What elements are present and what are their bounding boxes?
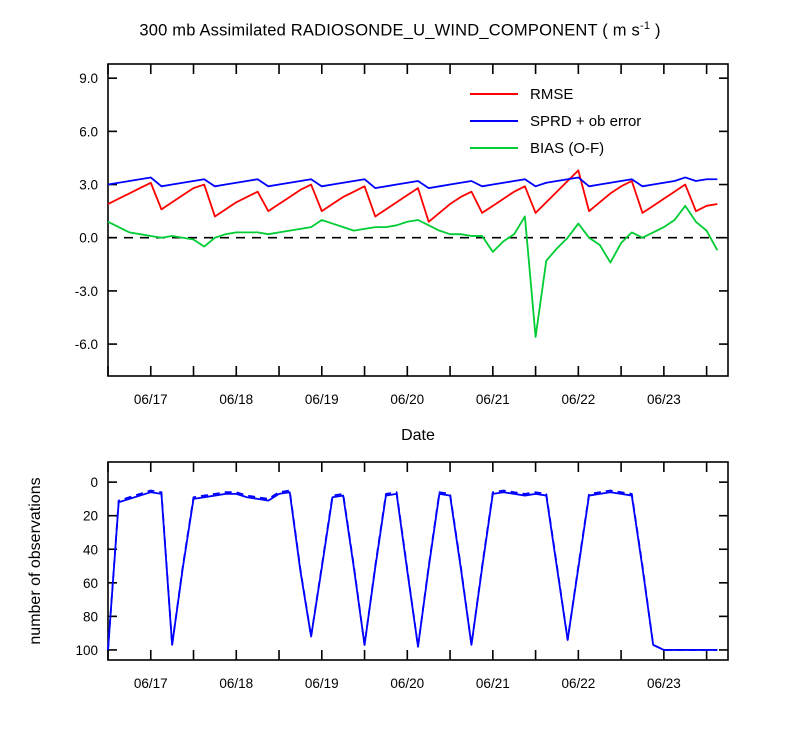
x-tick-label: 06/21 — [475, 676, 510, 691]
x-tick-label: 06/20 — [390, 392, 425, 407]
chart-title-suffix: ) — [650, 21, 661, 40]
x-tick-label: 06/22 — [561, 676, 596, 691]
x-tick-label: 06/21 — [475, 392, 510, 407]
y-tick-label: 40 — [82, 542, 98, 558]
y-tick-label: 3.0 — [79, 177, 98, 193]
x-axis-label: Date — [401, 427, 435, 444]
series-line-possible — [108, 491, 717, 650]
x-tick-label: 06/17 — [133, 676, 168, 691]
statistics-panel — [0, 46, 800, 446]
legend-label: SPRD + ob error — [530, 113, 642, 130]
x-tick-label: 06/18 — [219, 676, 254, 691]
y-tick-label: -3.0 — [74, 283, 98, 299]
x-tick-label: 06/19 — [304, 676, 339, 691]
y-tick-label: -6.0 — [74, 337, 98, 353]
y-axis-label: number of observations — [27, 477, 44, 645]
x-tick-label: 06/17 — [133, 392, 168, 407]
observation-count-panel — [0, 452, 800, 750]
y-tick-label: 80 — [82, 609, 98, 625]
y-tick-label: 0 — [90, 475, 98, 491]
x-tick-label: 06/22 — [561, 392, 596, 407]
y-tick-label: 9.0 — [79, 71, 98, 87]
statistics-plot — [0, 46, 800, 446]
legend-label: RMSE — [530, 86, 574, 103]
y-tick-label: 20 — [82, 508, 98, 524]
y-tick-label: 60 — [82, 575, 98, 591]
x-tick-label: 06/23 — [646, 676, 681, 691]
observation-count-plot — [0, 452, 800, 750]
x-tick-label: 06/19 — [304, 392, 339, 407]
series-line-bias-o-f — [108, 206, 717, 337]
series-line-assimilated — [108, 492, 717, 650]
legend-label: BIAS (O-F) — [530, 140, 605, 157]
y-tick-label: 0.0 — [79, 230, 98, 246]
chart-title — [0, 20, 800, 41]
x-tick-label: 06/20 — [390, 676, 425, 691]
plot-frame — [108, 462, 728, 660]
y-tick-label: 100 — [75, 642, 98, 658]
x-tick-label: 06/23 — [646, 392, 681, 407]
x-tick-label: 06/18 — [219, 392, 254, 407]
chart-title-prefix: 300 mb Assimilated RADIOSONDE_U_WIND_COMPONENT ( m s — [139, 21, 640, 40]
chart-title-exponent: -1 — [639, 20, 651, 32]
y-tick-label: 6.0 — [79, 124, 98, 140]
series-line-rmse — [108, 170, 717, 221]
